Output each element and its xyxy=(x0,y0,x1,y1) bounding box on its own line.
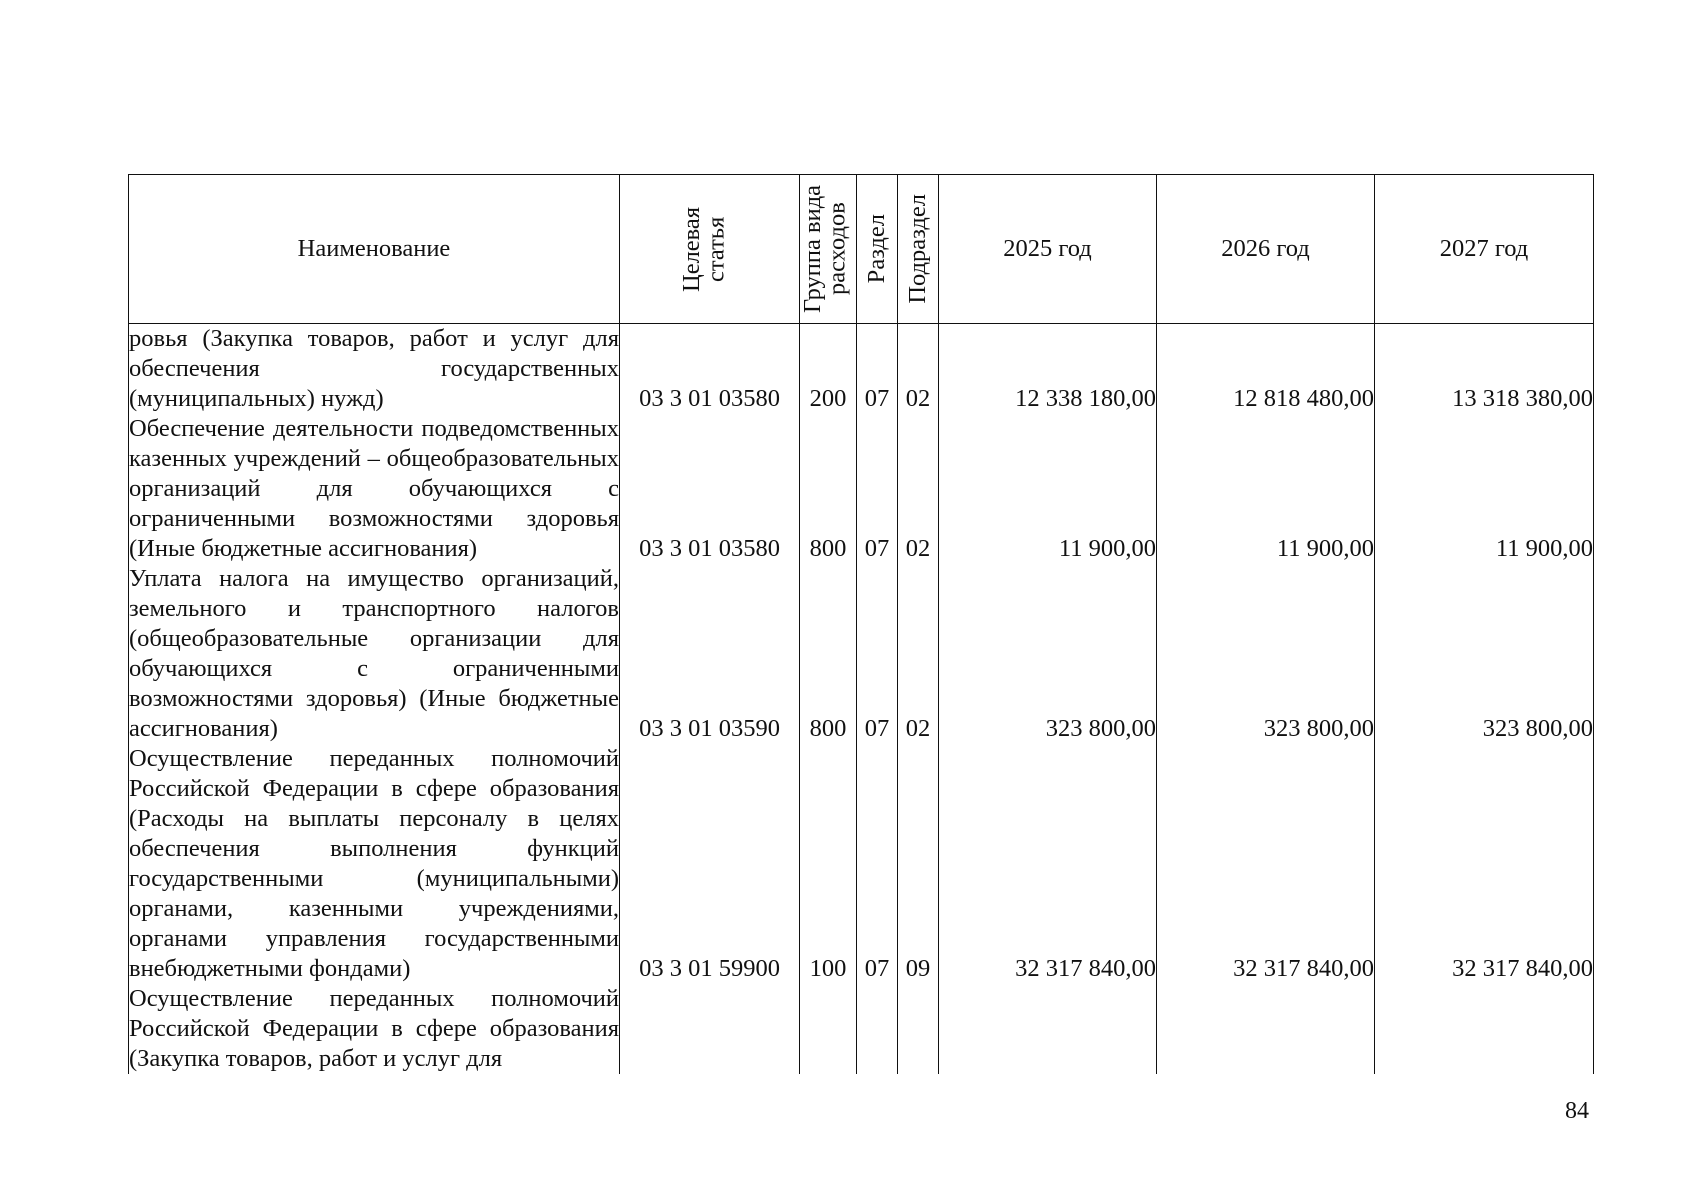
header-name: Наименование xyxy=(129,175,620,324)
row-group: 800 xyxy=(800,564,857,744)
row-name: Обеспечение деятельности подведомственных казенных учреждений – общеобразовательных организаций для обучающихся с ограниченными возможностями здоровья (Иные бюджетные ассигнования) xyxy=(129,415,619,562)
row-target: 03 3 01 59900 xyxy=(620,744,800,984)
empty-cell xyxy=(800,984,857,1074)
row-section: 07 xyxy=(857,744,898,984)
row-target: 03 3 01 03590 xyxy=(620,564,800,744)
row-section: 07 xyxy=(857,324,898,415)
header-target-text: Целевая статья xyxy=(677,206,729,292)
table-row xyxy=(129,324,1594,415)
row-2027: 32 317 840,00 xyxy=(1375,744,1594,984)
row-2025: 32 317 840,00 xyxy=(939,744,1157,984)
row-group: 100 xyxy=(800,744,857,984)
table-row-continuation xyxy=(129,984,1594,1074)
header-section xyxy=(857,175,898,324)
row-2026: 12 818 480,00 xyxy=(1157,324,1375,415)
row-2027: 13 318 380,00 xyxy=(1375,324,1594,415)
header-subsection-text: Подраздел xyxy=(903,194,931,304)
row-subsection: 02 xyxy=(898,564,939,744)
empty-cell xyxy=(898,984,939,1074)
row-subsection: 09 xyxy=(898,744,939,984)
row-section: 07 xyxy=(857,564,898,744)
row-group: 800 xyxy=(800,414,857,564)
header-group-text: Группа вида расходов xyxy=(799,184,851,314)
header-subsection xyxy=(898,175,939,324)
empty-cell xyxy=(857,984,898,1074)
table-row xyxy=(129,564,1594,744)
table-row xyxy=(129,414,1594,564)
header-target-article xyxy=(620,175,800,324)
header-expense-group xyxy=(800,175,857,324)
header-2027: 2027 год xyxy=(1375,175,1594,324)
row-name: Уплата налога на имущество организаций, земельного и транспортного налогов (общеобразовательные организации для обучающихся с ограниченными возможностями здоровья) (Иные бюджетные ассигнования) xyxy=(129,565,619,742)
header-2025: 2025 год xyxy=(939,175,1157,324)
row-2025: 12 338 180,00 xyxy=(939,324,1157,415)
row-subsection: 02 xyxy=(898,324,939,415)
header-section-text: Раздел xyxy=(862,214,890,284)
empty-cell xyxy=(1157,984,1375,1074)
empty-cell xyxy=(620,984,800,1074)
row-2027: 11 900,00 xyxy=(1375,414,1594,564)
row-target: 03 3 01 03580 xyxy=(620,414,800,564)
row-name: Осуществление переданных полномочий Российской Федерации в сфере образования (Расходы на выплаты персоналу в целях обеспечения выполнения функций государственными (муниципальными) органами, казенными учреждениями, органами управления государственными внебюджетными фондами) xyxy=(129,745,619,982)
empty-cell xyxy=(1375,984,1594,1074)
row-2026: 11 900,00 xyxy=(1157,414,1375,564)
row-group: 200 xyxy=(800,324,857,415)
row-2025: 11 900,00 xyxy=(939,414,1157,564)
row-section: 07 xyxy=(857,414,898,564)
row-name: ровья (Закупка товаров, работ и услуг для обеспечения государственных (муниципальных) нужд) xyxy=(129,325,619,412)
row-2026: 323 800,00 xyxy=(1157,564,1375,744)
budget-table xyxy=(128,174,1594,1074)
page-number: 84 xyxy=(1565,1098,1589,1124)
row-target: 03 3 01 03580 xyxy=(620,324,800,415)
row-2027: 323 800,00 xyxy=(1375,564,1594,744)
table-row xyxy=(129,744,1594,984)
row-name-continuation: Осуществление переданных полномочий Российской Федерации в сфере образования (Закупка товаров, работ и услуг для xyxy=(129,985,619,1072)
header-2026: 2026 год xyxy=(1157,175,1375,324)
row-subsection: 02 xyxy=(898,414,939,564)
table-header-row xyxy=(129,175,1594,324)
row-2025: 323 800,00 xyxy=(939,564,1157,744)
row-2026: 32 317 840,00 xyxy=(1157,744,1375,984)
empty-cell xyxy=(939,984,1157,1074)
